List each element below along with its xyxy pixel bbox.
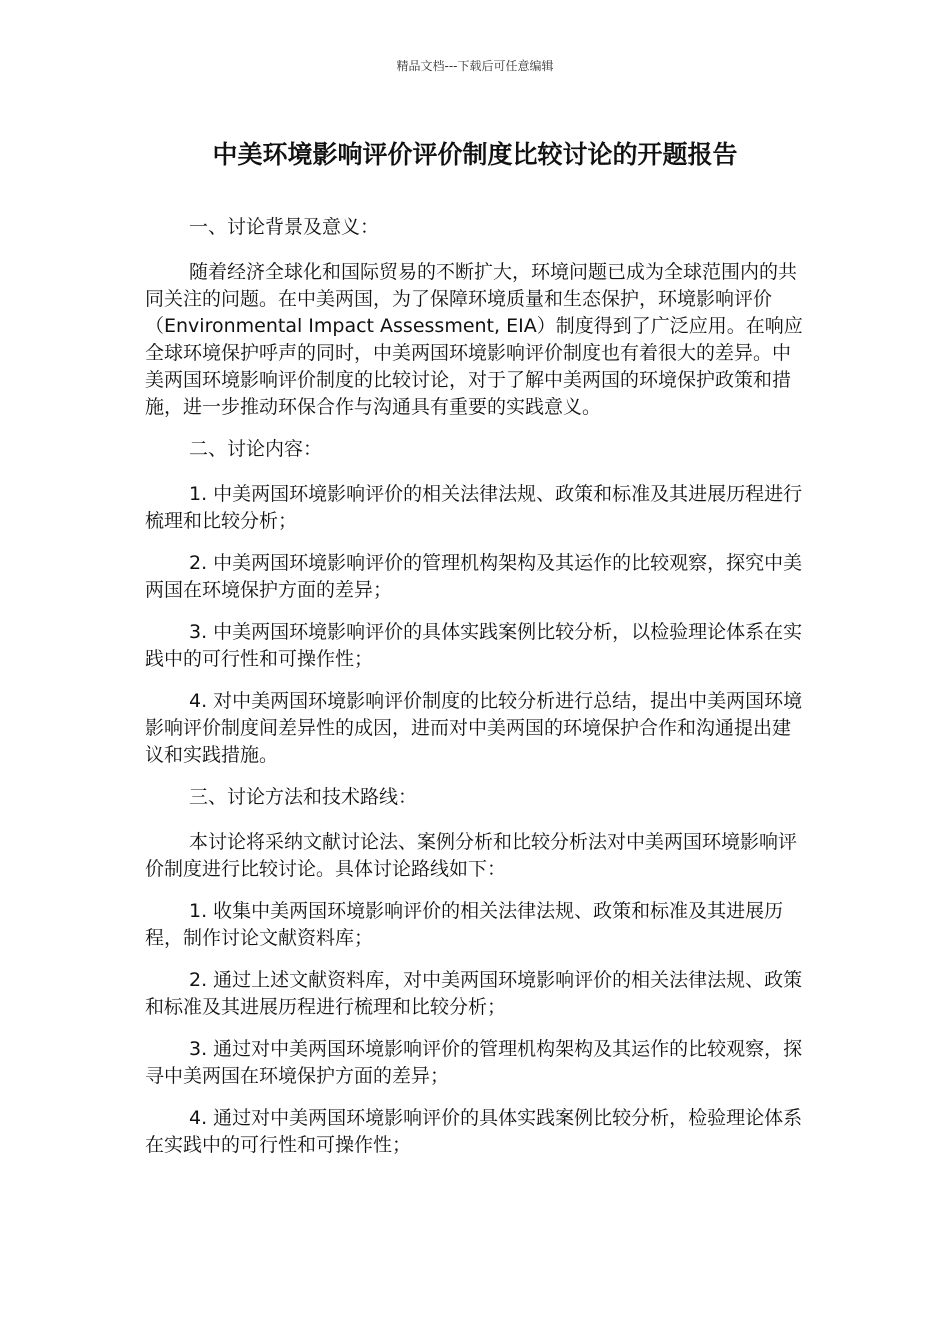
method-intro-paragraph: 本讨论将采纳文献讨论法、案例分析和比较分析法对中美两国环境影响评价制度进行比较讨论。具体讨论路线如下： (145, 831, 798, 880)
header-note: 精品文档---下载后可任意编辑 (396, 59, 554, 73)
content-item-2: 2. 中美两国环境影响评价的管理机构架构及其运作的比较观察，探究中美两国在环境保护方面的差异； (145, 552, 803, 601)
method-item-4: 4. 通过对中美两国环境影响评价的具体实践案例比较分析，检验理论体系在实践中的可行性和可操作性； (145, 1107, 803, 1156)
document-body (145, 214, 805, 1174)
section-heading-background: 一、讨论背景及意义： (189, 216, 380, 238)
content-item-4: 4. 对中美两国环境影响评价制度的比较分析进行总结，提出中美两国环境影响评价制度间差异性的成因，进而对中美两国的环境保护合作和沟通提出建议和实践措施。 (145, 690, 803, 766)
content-item-1: 1. 中美两国环境影响评价的相关法律法规、政策和标准及其进展历程进行梳理和比较分析； (145, 483, 803, 532)
background-paragraph: 随着经济全球化和国际贸易的不断扩大，环境问题已成为全球范围内的共同关注的问题。在中美两国，为了保障环境质量和生态保护，环境影响评价（Environmental Impact Assessment, EIA）制度得到了广泛应用。在响应全球环境保护呼声的同时，中美两国环境影响评价制度也有着很大的差异。中美两国环境影响评价制度的比较讨论，对于了解中美两国的环境保护政策和措施，进一步推动环保合作与沟通具有重要的实践意义。 (145, 261, 803, 418)
method-item-1: 1. 收集中美两国环境影响评价的相关法律法规、政策和标准及其进展历程，制作讨论文献资料库； (145, 900, 784, 949)
section-heading-content: 二、讨论内容： (189, 438, 323, 460)
section-heading-method: 三、讨论方法和技术路线： (189, 786, 418, 808)
page-title: 中美环境影响评价评价制度比较讨论的开题报告 (212, 140, 738, 169)
content-item-3: 3. 中美两国环境影响评价的具体实践案例比较分析，以检验理论体系在实践中的可行性和可操作性； (145, 621, 803, 670)
method-item-3: 3. 通过对中美两国环境影响评价的管理机构架构及其运作的比较观察，探寻中美两国在环境保护方面的差异； (145, 1038, 803, 1087)
method-item-2: 2. 通过上述文献资料库，对中美两国环境影响评价的相关法律法规、政策和标准及其进展历程进行梳理和比较分析； (145, 969, 803, 1018)
